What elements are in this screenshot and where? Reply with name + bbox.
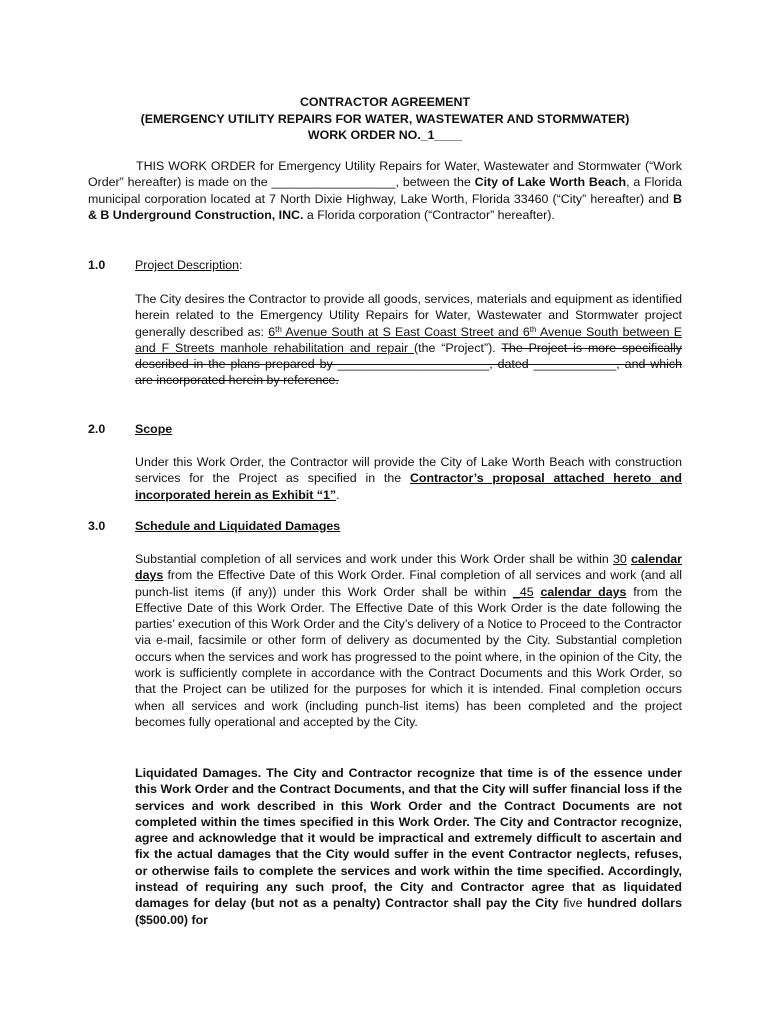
ordinal-suffix: th [275, 324, 282, 334]
paragraph-text: five [558, 896, 588, 911]
ordinal-suffix: th [529, 324, 537, 334]
contractor-name: B & B Underground Construction, INC. [88, 191, 682, 222]
section-1-heading [88, 257, 682, 273]
document-header [60, 94, 710, 144]
section-number: 2.0 [88, 422, 106, 436]
section-title: Scope [135, 422, 173, 436]
agreement-subtitle: (EMERGENCY UTILITY REPAIRS FOR WATER, WASTEWATER AND STORMWATER) [140, 111, 630, 126]
section-3-heading [88, 518, 682, 534]
intro-paragraph [88, 158, 682, 223]
calendar-days-label: calendar days [135, 552, 682, 583]
intro-text: a Florida corporation (“Contractor” hereafter). [303, 207, 555, 222]
paragraph-text: Substantial completion of all services and work under this Work Order shall be within [135, 552, 613, 566]
paragraph-text: from the Effective Date of this Work Order. Final completion of all services and work (and all punch-list items (if any)) under this Work Order shall be within [135, 568, 682, 599]
struck-text: The Project is more specifically described in the plans prepared by ______________________, dated ____________, and which are incorporated herein by reference. [135, 340, 683, 388]
section-title: Schedule and Liquidated Damages [135, 519, 341, 533]
paragraph-text: (the “Project”). [414, 340, 502, 355]
intro-text: , a Florida municipal corporation located at 7 North Dixie Highway, Lake Worth, Florida 33460 (“City” hereafter) and [88, 175, 682, 206]
paragraph-text: . [336, 487, 340, 502]
section-2-paragraph [135, 454, 682, 503]
intro-text: THIS WORK ORDER for Emergency Utility Repairs for Water, Wastewater and Stormwater (“Work Order” hereafter) is made on the __________________, between the [88, 159, 682, 190]
section-3-paragraph [135, 551, 682, 730]
substantial-days: 30 [612, 552, 627, 566]
exhibit-reference: Contractor’s proposal attached hereto and incorporated herein as Exhibit “1” [135, 471, 682, 502]
liquidated-damages-paragraph [135, 765, 682, 928]
section-title: Project Description [135, 258, 239, 272]
project-text: Avenue South between E and F Streets manhole rehabilitation and repair [135, 324, 682, 355]
paragraph-text: The City desires the Contractor to provide all goods, services, materials and equipment as identified herein related to the Emergency Utility Repairs for Water, Wastewater and Stormwater project generally described as: [135, 292, 682, 339]
project-text: Avenue South at S East Coast Street and 6 [281, 324, 530, 339]
paragraph-text: from the Effective Date of this Work Order. The Effective Date of this Work Order is the date following the parties’ execution of this Work Order and the City’s delivery of a Notice to Proceed to the Contractor via e-mail, facsimile or other form of delivery as documented by the City. Substantial completion occurs when the services and work has progressed to the point where, in the opinion of the City, the work is sufficiently complete in accordance with the Contract Documents and this Work Order, so that the Project can be utilized for the purposes for which it is intended. Final completion occurs when all services and work (including punch-list items) has been completed and the project becomes fully operational and accepted by the City. [135, 584, 682, 729]
paragraph-text: Under this Work Order, the Contractor will provide the City of Lake Worth Beach with construction services for the Project as specified in the [135, 455, 682, 486]
city-name: City of Lake Worth Beach [474, 175, 627, 190]
section-1-paragraph [135, 291, 682, 389]
section-number: 3.0 [88, 519, 106, 533]
section-2-heading [88, 421, 682, 437]
liquidated-damages-text: Liquidated Damages. The City and Contractor recognize that time is of the essence under this Work Order and the Contract Documents, and that the City will suffer financial loss if the services and work described in this Work Order and the Contract Documents are not completed within the times specified in this Work Order. The City and Contractor recognize, agree and acknowledge that it would be impractical and extremely difficult to ascertain and fix the actual damages that the City would suffer in the event Contractor neglects, refuses, or otherwise fails to complete the services and work within the time specified. Accordingly, instead of requiring any such proof, the City and Contractor agree that as liquidated damages for delay (but not as a penalty) Contractor shall pay the City [135, 766, 682, 911]
final-days: _45 [512, 584, 534, 599]
work-order-number: WORK ORDER NO._1____ [307, 128, 463, 142]
project-text: 6 [268, 324, 276, 339]
section-number: 1.0 [88, 258, 106, 272]
agreement-title: CONTRACTOR AGREEMENT [299, 95, 471, 109]
calendar-days-label: calendar days [540, 584, 627, 599]
section-colon: : [238, 258, 243, 272]
liquidated-damages-amount: hundred dollars ($500.00) for [135, 896, 682, 927]
